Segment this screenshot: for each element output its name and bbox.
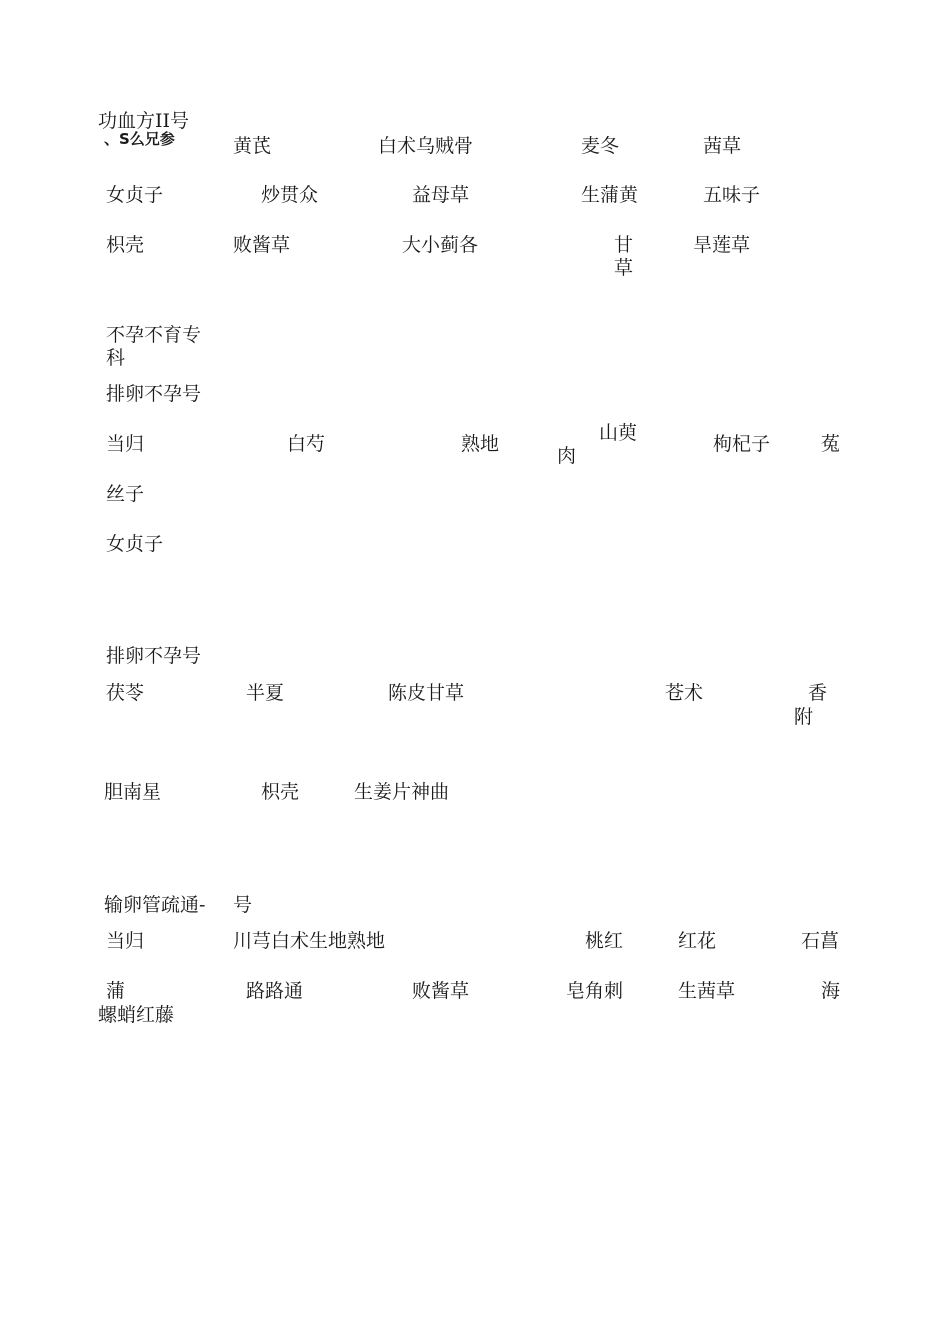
herb-item: 丝子: [106, 483, 145, 505]
herb-item: 草: [614, 257, 634, 279]
herb-item: 桃红: [585, 930, 624, 952]
herb-item: 路路通: [246, 980, 304, 1002]
herb-item: 香: [808, 682, 828, 704]
section-title-tubal: 输卵管疏通-: [104, 894, 206, 916]
herb-item: 川芎白术生地熟地: [233, 930, 386, 952]
herb-item: 炒贯众: [261, 184, 319, 206]
herb-item: 当归: [106, 930, 145, 952]
section-title-infertility-cont: 科: [106, 347, 126, 369]
herb-item: 肉: [557, 445, 577, 467]
herb-item: 红花: [678, 930, 717, 952]
herb-item: 附: [794, 706, 814, 728]
section-title-infertility: 不孕不育专: [106, 324, 202, 346]
herb-item: 女贞子: [106, 184, 164, 206]
herb-item: 大小蓟各: [402, 234, 479, 256]
herb-item: 海: [821, 980, 841, 1002]
herb-item: 五味子: [703, 184, 761, 206]
herb-item: 生姜片神曲: [354, 781, 450, 803]
herb-item: 甘: [614, 234, 634, 256]
herb-item: 败酱草: [412, 980, 470, 1002]
herb-item: 苍术: [665, 682, 704, 704]
herb-item: 白芍: [287, 433, 326, 455]
herb-item: 黄芪: [233, 135, 272, 157]
section-title-ovulation: 排卵不孕号: [106, 645, 202, 667]
herb-item: 菟: [821, 433, 841, 455]
herb-item: 山萸: [599, 422, 638, 444]
herb-item: 白术乌贼骨: [378, 135, 474, 157]
herb-item: 益母草: [412, 184, 470, 206]
herb-item: 女贞子: [106, 533, 164, 555]
herb-item: 枸杞子: [713, 433, 771, 455]
section-title-tubal-suffix: 号: [233, 894, 253, 916]
herb-item: 石菖: [801, 930, 840, 952]
herb-item: 蒲: [106, 980, 126, 1002]
herb-item: 枳壳: [261, 781, 300, 803]
herb-item: 螺蛸红藤: [98, 1004, 175, 1026]
herb-item: 败酱草: [233, 234, 291, 256]
herb-item: 半夏: [246, 682, 285, 704]
herb-lead: 、S么兄参: [104, 130, 175, 148]
herb-item: 胆南星: [104, 781, 162, 803]
herb-item: 麦冬: [581, 135, 620, 157]
herb-item: 茜草: [703, 135, 742, 157]
herb-item: 旱莲草: [693, 234, 751, 256]
herb-item: 当归: [106, 433, 145, 455]
section-subtitle: 排卵不孕号: [106, 383, 202, 405]
herb-item: 熟地: [461, 433, 500, 455]
herb-item: 茯苓: [106, 682, 145, 704]
herb-item: 陈皮甘草: [388, 682, 465, 704]
herb-item: 枳壳: [106, 234, 145, 256]
herb-item: 生茜草: [678, 980, 736, 1002]
herb-item: 皂角刺: [566, 980, 624, 1002]
herb-item: 生蒲黄: [581, 184, 639, 206]
section-title-gongxue: 功血方II号: [98, 110, 190, 132]
